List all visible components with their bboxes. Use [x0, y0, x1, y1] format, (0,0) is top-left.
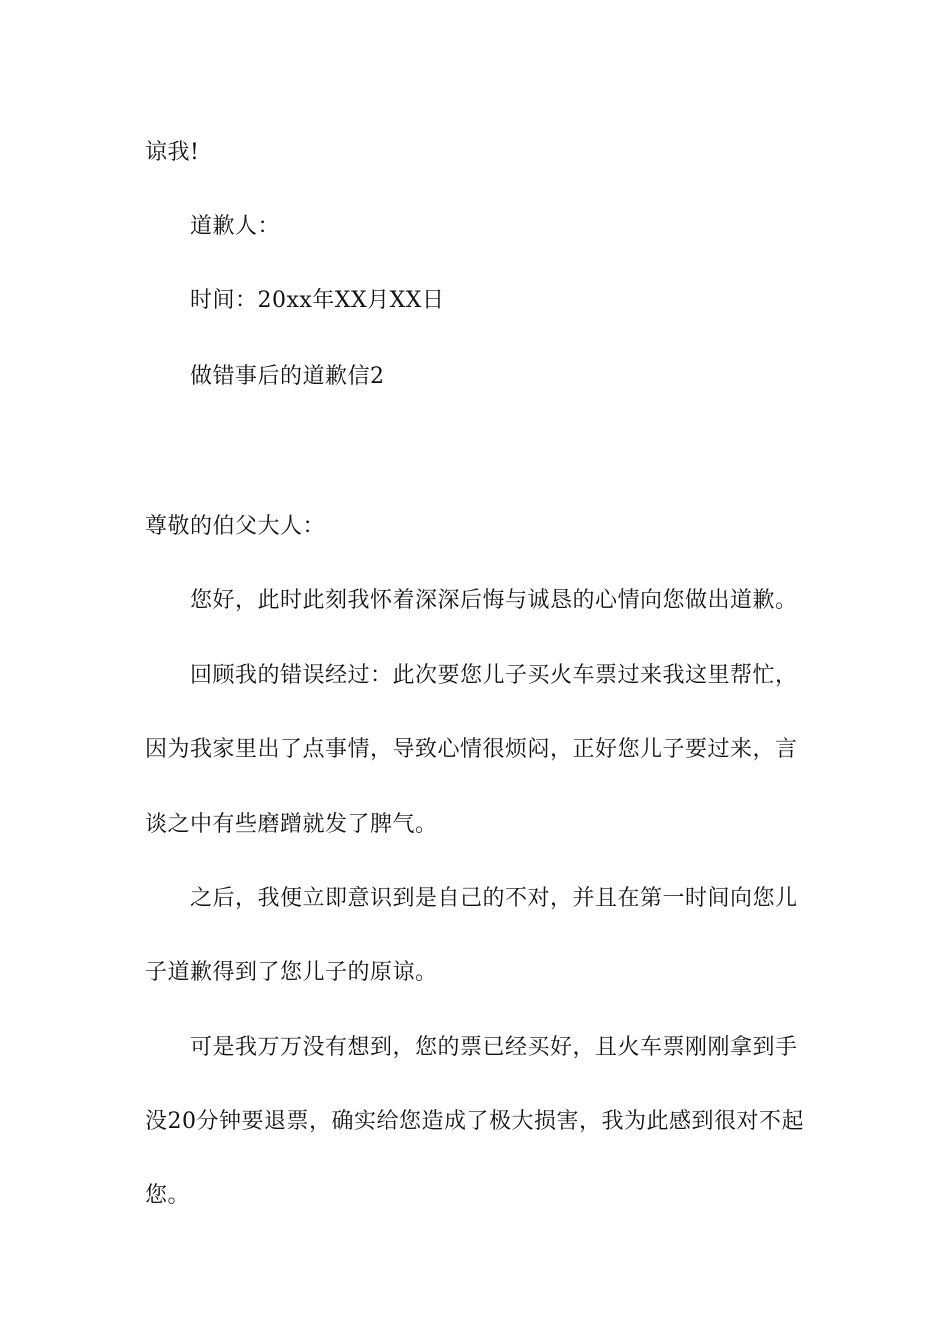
salutation: 尊敬的伯父大人：	[145, 514, 326, 539]
paragraph-line: 回顾我的错误经过：此次要您儿子买火车票过来我这里帮忙，	[190, 663, 798, 688]
paragraph-line: 谈之中有些磨蹭就发了脾气。	[145, 812, 438, 837]
paragraph-line: 您好，此时此刻我怀着深深后悔与诚恳的心情向您做出道歉。	[190, 588, 798, 613]
paragraph-line: 没20分钟要退票，确实给您造成了极大损害，我为此感到很对不起	[145, 1109, 804, 1134]
date-line: 时间：20xx年XX月XX日	[190, 288, 445, 313]
paragraph-line: 子道歉得到了您儿子的原谅。	[145, 960, 438, 985]
text-line: 谅我!	[145, 140, 200, 165]
signer-label: 道歉人：	[190, 214, 281, 239]
paragraph-line: 可是我万万没有想到，您的票已经买好，且火车票刚刚拿到手	[190, 1035, 798, 1060]
paragraph-line: 之后，我便立即意识到是自己的不对，并且在第一时间向您儿	[190, 886, 798, 911]
paragraph-line: 因为我家里出了点事情，导致心情很烦闷，正好您儿子要过来，言	[145, 737, 798, 762]
paragraph-line: 您。	[145, 1183, 191, 1208]
section-title: 做错事后的道歉信2	[190, 364, 385, 389]
